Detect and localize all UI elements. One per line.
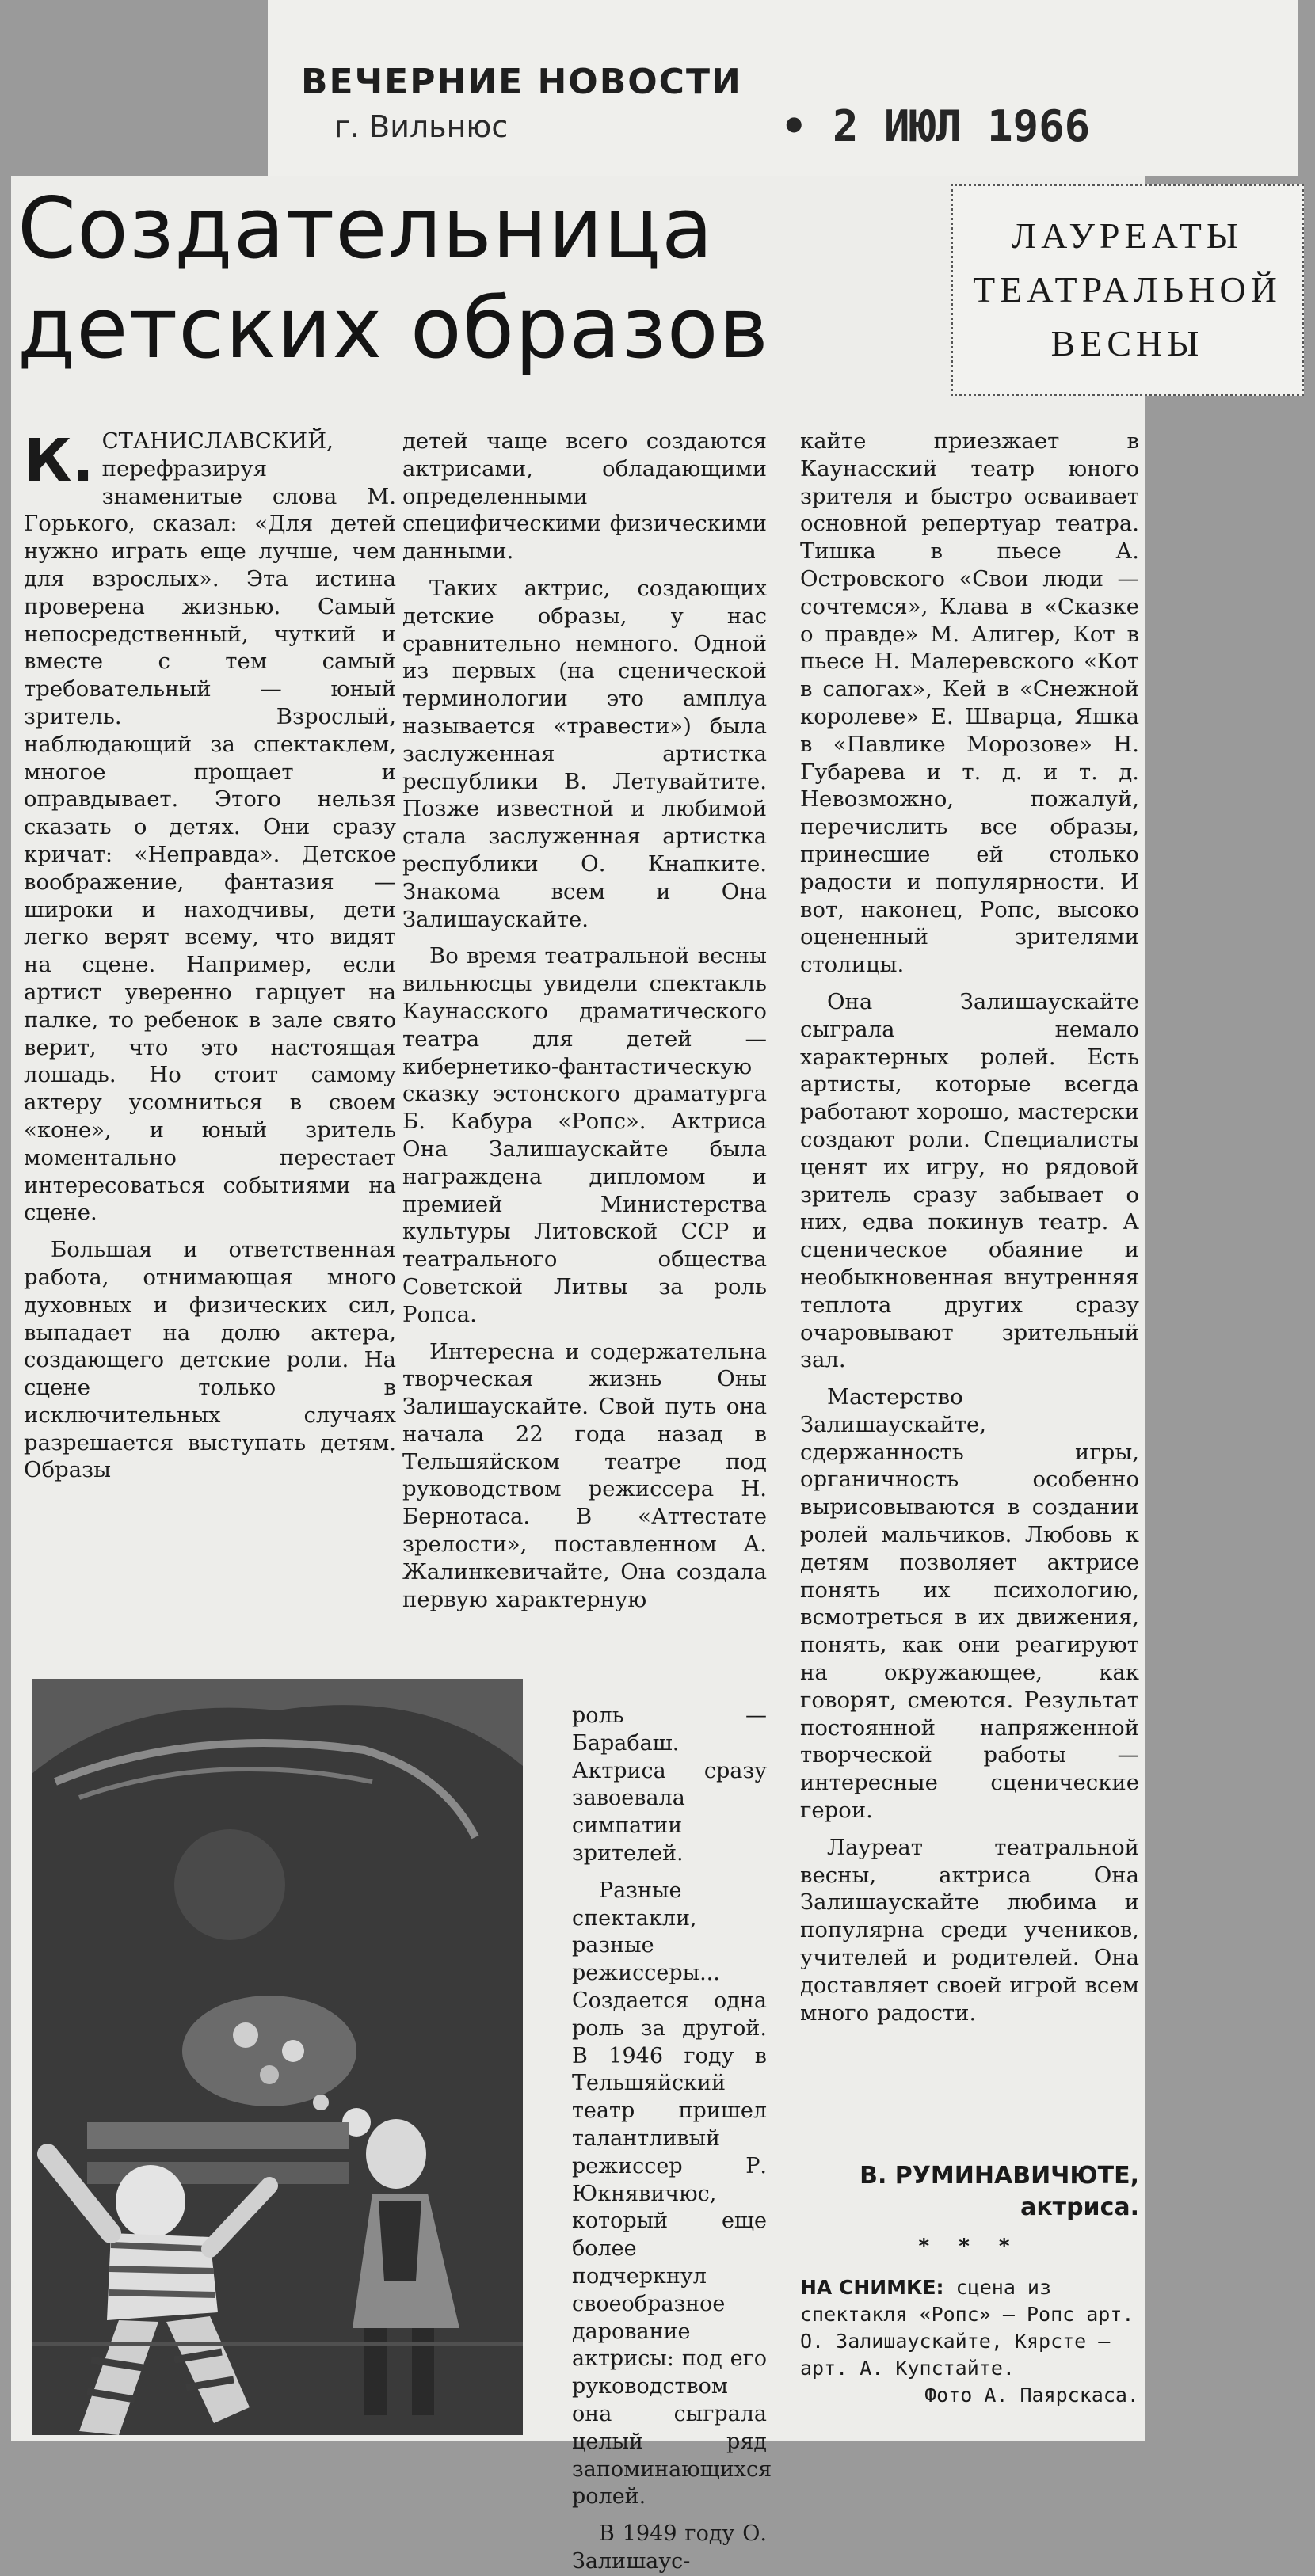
date-stamp: • 2 ИЮЛ 1966 bbox=[781, 101, 1091, 151]
photo-caption bbox=[800, 2274, 1139, 2409]
caption-lead: НА СНИМКЕ: bbox=[800, 2276, 944, 2299]
author-signature bbox=[800, 2160, 1139, 2224]
column-2 bbox=[402, 428, 767, 1613]
paragraph: кайте приезжает в Каунасский театр юного зрителя и быстро осваивает основной репертуар театра. Тишка в пьесе А. Островского «Свои люди — сочтемся», Клава в «Сказке о правде» М. Алигер, Кот в пьесе Н. Малеревского «Кот в сапогах», Кей в «Снежной королеве» Е. Шварца, Яшка в «Павлике Морозове» Н. Губарева и т. д. и т. д. Невозможно, пожалуй, перечислить все образы, принесшие ей столько радости и популярности. И вот, наконец, Ропс, высоко оцененный зрителями столицы. bbox=[800, 428, 1139, 978]
paragraph: роль — Барабаш. Актриса сразу завоевала симпатии зрителей. bbox=[572, 1703, 767, 1866]
paragraph: Мастерство Залишаускайте, сдержанность игры, органичность особенно вырисовываются в создании ролей мальчиков. Любовь к детям позволяет актрисе понять их психологию, всмотреться в их движения, понять, как они реагируют на окружающее, как говорят, смеются. Результат постоянной напряженной творческой работы — интересные сценические герои. bbox=[800, 1384, 1139, 1824]
separator: * * * bbox=[918, 2235, 1021, 2258]
title-line-2: детских образов bbox=[17, 280, 770, 377]
column-1 bbox=[24, 428, 396, 1484]
newspaper-city: г. Вильнюс bbox=[334, 109, 509, 144]
paragraph: Таких актрис, создающих детские образы, у нас сравнительно немного. Одной из первых (на сценической терминологии это амплуа называется «травести») была заслуженная артистка республики В. Летувайтите. Позже известной и любимой стала заслуженная артистка республики О. Кнапките. Знакома всем и Она Залишаускайте. bbox=[402, 575, 767, 932]
paragraph: Лауреат театральной весны, актриса Она Залишаускайте любима и популярна среди учеников, учителей и родителей. Она доставляет своей игрой всем много радости. bbox=[800, 1834, 1139, 2026]
caption-text: сцена из спектакля «Ропс» — Ропс арт. О. Залишаускайте, Кярсте — арт. А. Купстайте. bbox=[800, 2276, 1134, 2380]
paragraph: В 1949 году О. Залишаус- bbox=[572, 2521, 767, 2574]
drop-cap: К. bbox=[24, 427, 94, 495]
author-name: В. РУМИНАВИЧЮТЕ, bbox=[860, 2162, 1139, 2190]
rubric-line: ТЕАТРАЛЬНОЙ bbox=[973, 269, 1282, 310]
author-role: актриса. bbox=[1020, 2194, 1139, 2221]
paragraph-text: СТАНИСЛАВСКИЙ, перефразируя знаменитые слова М. Горького, сказал: «Для детей нужно играть еще лучше, чем для взрослых». Эта истина проверена жизнью. Самый непосредственный, чуткий и вместе с тем самый требовательный — юный зритель. Взрослый, наблюдающий за спектаклем, многое прощает и оправдывает. Этого нельзя сказать о детях. Они сразу кричат: «Неправда». Детское воображение, фантазия — широки и находчивы, дети легко верят всему, что видят на сцене. Например, если артист уверенно гарцует на палке, то ребенок в зале свято верит, что это настоящая лошадь. Но стоит самому актеру усомниться в своем «коне», и юный зритель моментально перестает интересоваться событиями на сцене. bbox=[24, 428, 396, 1226]
column-3 bbox=[800, 428, 1139, 2026]
rubric-line: ЛАУРЕАТЫ bbox=[1011, 215, 1243, 256]
scene-photo bbox=[32, 1679, 523, 2435]
rubric-line: ВЕСНЫ bbox=[1050, 323, 1204, 363]
rubric-box bbox=[951, 184, 1304, 396]
paragraph: Большая и ответственная работа, отнимающая много духовных и физических сил, выпадает на долю актера, создающего детские роли. На сцене только в исключительных случаях разрешается выступать детям. Образы bbox=[24, 1237, 396, 1483]
column-2-continued bbox=[572, 1703, 772, 2576]
paragraph: детей чаще всего создаются актрисами, обладающими определенными специфическими физическими данными. bbox=[402, 428, 767, 565]
paragraph: Во время театральной весны вильнюсцы увидели спектакль Каунасского драматического театра для детей — кибернетико-фантастическую сказку эстонского драматурга Б. Кабура «Ропс». Актриса Она Залишаускайте была награждена дипломом и премией Министерства культуры Литовской ССР и театрального общества Советской Литвы за роль Ропса. bbox=[402, 943, 767, 1327]
paragraph: Разные спектакли, разные режиссеры... Создается одна роль за другой. В 1946 году в Тельшяйский театр пришел талантливый режиссер Р. Юкнявичюс, который еще более подчеркнул своеобразное дарование актрисы: под его руководством она сыграла целый ряд запоминающихся ролей. bbox=[572, 1878, 772, 2509]
photo-credit: Фото А. Паярскаса. bbox=[924, 2384, 1139, 2407]
title-line-1: Создательница bbox=[17, 180, 714, 277]
newspaper-name: ВЕЧЕРНИЕ НОВОСТИ bbox=[301, 62, 742, 102]
paragraph bbox=[24, 428, 396, 1227]
paragraph: Интересна и содержательна творческая жизнь Оны Залишаускайте. Свой путь она начала 22 года назад в Тельшяйском театре под руководством режиссера Н. Бернотаса. В «Аттестате зрелости», поставленном А. Жалинкевичайте, Она создала первую характерную bbox=[402, 1338, 767, 1612]
paragraph: Она Залишаускайте сыграла немало характерных ролей. Есть артисты, которые всегда работают хорошо, мастерски создают роли. Специалисты ценят их игру, но рядовой зритель сразу забывает о них, едва покинув театр. А сценическое обаяние и необыкновенная внутренняя теплота других сразу очаровывают зрительный зал. bbox=[800, 988, 1139, 1373]
article-title bbox=[17, 179, 936, 379]
